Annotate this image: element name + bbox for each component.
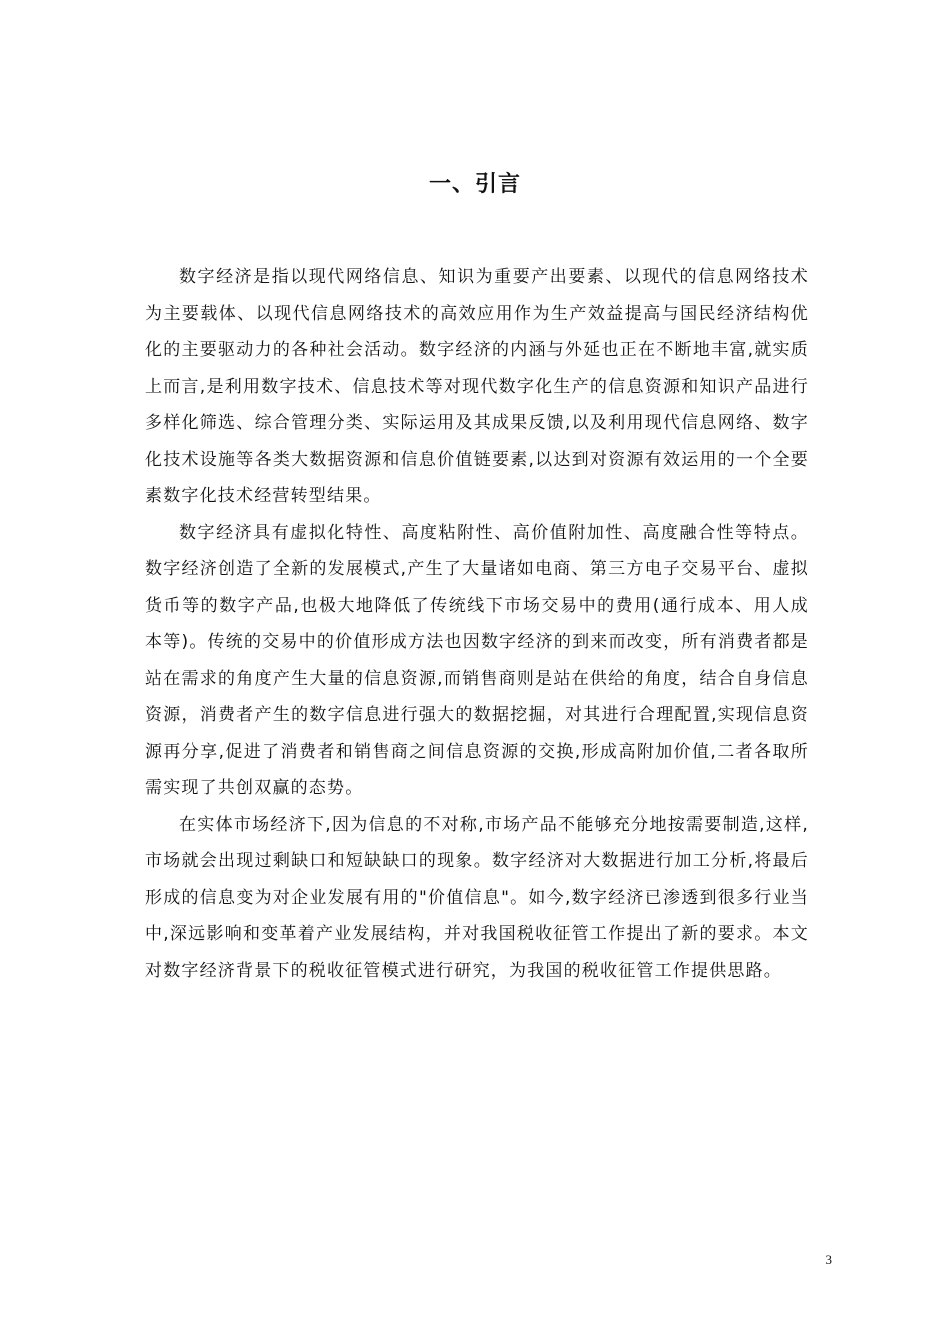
section-title: 一、引言 xyxy=(428,172,521,197)
paragraph-1: 数字经济是指以现代网络信息、知识为重要产出要素、以现代的信息网络技术为主要载体、以现代信息网络技术的高效应用作为生产效益提高与国民经济结构优化的主要驱动力的各种社会活动。数字经济的内涵与外延也正在不断地丰富,就实质上而言,是利用数字技术、信息技术等对现代数字化生产的信息资源和知识产品进行多样化筛选、综合管理分类、实际运用及其成果反馈,以及利用现代信息网络、数字化技术设施等各类大数据资源和信息价值链要素,以达到对资源有效运用的一个全要素数字化技术经营转型结果。 xyxy=(145,267,809,506)
page-number: 3 xyxy=(825,1252,832,1267)
body-text xyxy=(145,259,809,989)
paragraph-3: 在实体市场经济下,因为信息的不对称,市场产品不能够充分地按需要制造,这样,市场就会出现过剩缺口和短缺缺口的现象。数字经济对大数据进行加工分析,将最后形成的信息变为对企业发展有用的"价值信息"。如今,数字经济已渗透到很多行业当中,深远影响和变革着产业发展结构，并对我国税收征管工作提出了新的要求。本文对数字经济背景下的税收征管模式进行研究，为我国的税收征管工作提供思路。 xyxy=(145,814,809,981)
paragraph-2: 数字经济具有虚拟化特性、高度粘附性、高价值附加性、高度融合性等特点。数字经济创造了全新的发展模式,产生了大量诸如电商、第三方电子交易平台、虚拟货币等的数字产品,也极大地降低了传统线下市场交易中的费用(通行成本、用人成本等)。传统的交易中的价值形成方法也因数字经济的到来而改变，所有消费者都是站在需求的角度产生大量的信息资源,而销售商则是站在供给的角度，结合自身信息资源，消费者产生的数字信息进行强大的数据挖掘，对其进行合理配置,实现信息资源再分享,促进了消费者和销售商之间信息资源的交换,形成高附加价值,二者各取所需实现了共创双赢的态势。 xyxy=(145,522,809,798)
